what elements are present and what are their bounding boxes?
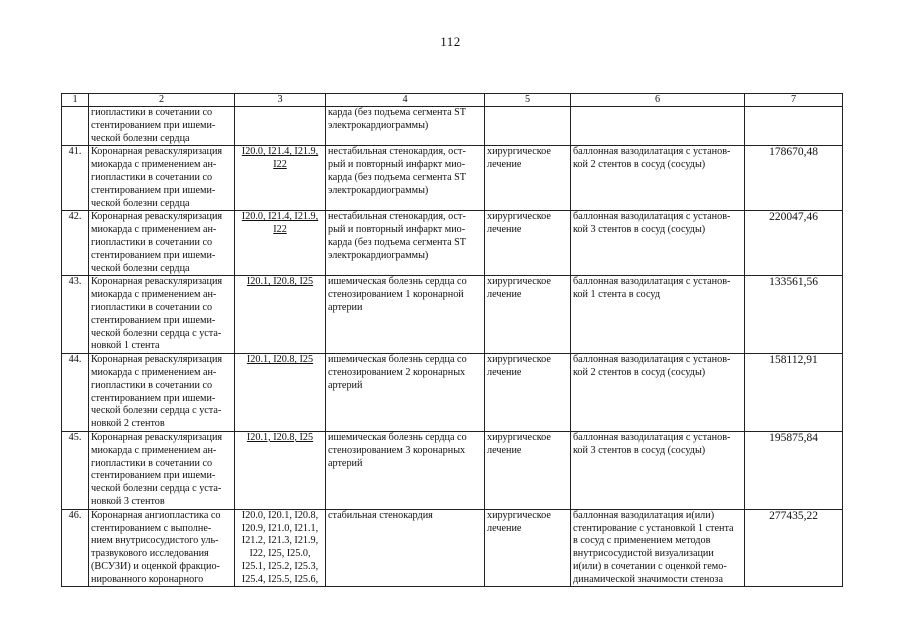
diagnosis-line: стабильная стенокардия (328, 509, 433, 521)
treatment-line: хирургическое (487, 211, 551, 223)
service-name-line: стентированием при ишеми- (91, 392, 216, 404)
method-line: и(или) в сочетании с оценкой гемо- (573, 560, 727, 572)
icd-codes-cell (235, 354, 326, 432)
diagnosis-cell (326, 146, 485, 211)
header-col-7: 7 (745, 94, 843, 107)
service-name-line: нием внутрисосудистого уль- (91, 535, 219, 547)
diagnosis-line: карда (без подъема сегмента ST (328, 236, 467, 248)
row-number-cell: 45. (62, 431, 89, 509)
service-name-line: миокарда с применением ан- (91, 366, 217, 378)
price-cell: 158112,91 (745, 354, 843, 432)
diagnosis-line: рый и повторный инфаркт мио- (328, 224, 466, 236)
service-name-cell (89, 211, 235, 276)
service-name-cell (89, 354, 235, 432)
method-line: баллонная вазодилатация с установ- (573, 146, 731, 158)
icd-code-line: I25.4, I25.5, I25.6, (241, 573, 319, 585)
diagnosis-line: артерий (328, 379, 363, 391)
method-line: баллонная вазодилатация и(или) (573, 509, 715, 521)
diagnosis-line: стенозированием 3 коронарных (328, 444, 466, 456)
method-line: баллонная вазодилатация с установ- (573, 276, 731, 288)
icd-codes-cell (235, 276, 326, 354)
header-col-2: 2 (89, 94, 235, 107)
icd-code-line: I20.0, I20.1, I20.8, (241, 509, 319, 521)
continuation-diagnosis-line: электрокардиограммы) (328, 119, 429, 131)
service-name-line: новкой 2 стентов (91, 418, 165, 430)
diagnosis-line: артерий (328, 457, 363, 469)
service-name-line: стентированием с выполне- (91, 522, 212, 534)
price-cell: 195875,84 (745, 431, 843, 509)
diagnosis-line: нестабильная стенокардия, ост- (328, 211, 466, 223)
service-name-cell (89, 509, 235, 587)
method-line: баллонная вазодилатация с установ- (573, 431, 731, 443)
treatment-type-cell (485, 211, 571, 276)
row-number-cell: 44. (62, 354, 89, 432)
treatment-line: лечение (487, 159, 522, 171)
price-cell: 133561,56 (745, 276, 843, 354)
diagnosis-line: карда (без подъема сегмента ST (328, 171, 467, 183)
table-row (62, 509, 843, 587)
method-line: кой 1 стента в сосуд (573, 289, 661, 301)
service-name-line: гиопластики в сочетании со (91, 171, 213, 183)
service-name-line: стентированием при ишеми- (91, 470, 216, 482)
service-name-cell (89, 276, 235, 354)
treatment-type-cell (485, 509, 571, 587)
services-table (61, 93, 843, 587)
row-number-cell: 43. (62, 276, 89, 354)
service-name-line: (ВСУЗИ) и оценкой фракцио- (91, 560, 220, 572)
icd-code-line[interactable]: I22 (273, 224, 287, 236)
header-col-6: 6 (571, 94, 745, 107)
diagnosis-line: ишемическая болезнь сердца со (328, 431, 467, 443)
method-line: динамической значимости стеноза (573, 573, 723, 585)
method-line: кой 2 стентов в сосуд (сосуды) (573, 159, 706, 171)
row-number-cell: 42. (62, 211, 89, 276)
continuation-method-cell (571, 107, 745, 146)
header-col-3: 3 (235, 94, 326, 107)
diagnosis-line: электрокардиограммы) (328, 184, 429, 196)
header-col-4: 4 (326, 94, 485, 107)
treatment-method-cell (571, 146, 745, 211)
icd-code-line[interactable]: I20.0, I21.4, I21.9, (241, 146, 319, 158)
service-name-cell (89, 431, 235, 509)
service-name-line: тразвукового исследования (91, 548, 209, 560)
service-name-line: Коронарная реваскуляризация (91, 354, 223, 366)
icd-code-line: I22, I25, I25.0, (249, 548, 311, 560)
service-name-line: Коронарная реваскуляризация (91, 211, 223, 223)
page-number: 112 (440, 34, 461, 49)
method-line: кой 3 стентов в сосуд (сосуды) (573, 224, 706, 236)
treatment-method-cell (571, 276, 745, 354)
price-cell: 277435,22 (745, 509, 843, 587)
treatment-type-cell (485, 276, 571, 354)
row-number-cell: 46. (62, 509, 89, 587)
treatment-line: хирургическое (487, 354, 551, 366)
service-name-line: ческой болезни сердца (91, 197, 190, 209)
method-line: внутрисосудистой визуализации (573, 548, 714, 560)
service-name-line: гиопластики в сочетании со (91, 236, 213, 248)
table-row (62, 276, 843, 354)
icd-code-line: I25.1, I25.2, I25.3, (241, 560, 319, 572)
diagnosis-line: ишемическая болезнь сердца со (328, 276, 467, 288)
table-row (62, 211, 843, 276)
icd-codes-cell (235, 146, 326, 211)
continuation-diagnosis-cell (326, 107, 485, 146)
service-name-line: Коронарная реваскуляризация (91, 146, 223, 158)
diagnosis-cell (326, 431, 485, 509)
service-name-line: Коронарная реваскуляризация (91, 276, 223, 288)
continuation-num-cell (62, 107, 89, 146)
treatment-line: лечение (487, 366, 522, 378)
treatment-line: хирургическое (487, 431, 551, 443)
service-name-line: стентированием при ишеми- (91, 184, 216, 196)
service-name-line: нированного коронарного (91, 573, 204, 585)
continuation-name-line: ческой болезни сердца (91, 132, 190, 144)
treatment-type-cell (485, 431, 571, 509)
icd-codes-cell (235, 509, 326, 587)
table-row (62, 146, 843, 211)
treatment-type-cell (485, 354, 571, 432)
service-name-line: Коронарная реваскуляризация (91, 431, 223, 443)
method-line: в сосуд с применением методов (573, 535, 711, 547)
header-col-1: 1 (62, 94, 89, 107)
row-number-cell: 41. (62, 146, 89, 211)
service-name-line: ческой болезни сердца (91, 262, 190, 274)
diagnosis-cell (326, 276, 485, 354)
diagnosis-cell (326, 211, 485, 276)
treatment-method-cell (571, 211, 745, 276)
header-col-5: 5 (485, 94, 571, 107)
diagnosis-line: ишемическая болезнь сердца со (328, 354, 467, 366)
service-name-line: ческой болезни сердца с уста- (91, 327, 222, 339)
service-name-line: миокарда с применением ан- (91, 289, 217, 301)
treatment-line: лечение (487, 289, 522, 301)
table-row (62, 354, 843, 432)
icd-code-line[interactable]: I20.1, I20.8, I25 (246, 354, 314, 366)
diagnosis-cell (326, 509, 485, 587)
method-line: кой 3 стентов в сосуд (сосуды) (573, 444, 706, 456)
diagnosis-line: стенозированием 1 коронарной (328, 289, 464, 301)
continuation-row (62, 107, 843, 146)
treatment-line: лечение (487, 444, 522, 456)
diagnosis-line: рый и повторный инфаркт мио- (328, 159, 466, 171)
continuation-diagnosis-line: карда (без подъема сегмента ST (328, 107, 467, 118)
service-name-line: миокарда с применением ан- (91, 224, 217, 236)
icd-code-line[interactable]: I20.1, I20.8, I25 (246, 276, 314, 288)
header-row (62, 94, 843, 107)
price-cell: 220047,46 (745, 211, 843, 276)
diagnosis-cell (326, 354, 485, 432)
continuation-name-line: гиопластики в сочетании со (91, 107, 213, 118)
service-name-line: гиопластики в сочетании со (91, 457, 213, 469)
service-name-line: стентированием при ишеми- (91, 249, 216, 261)
treatment-method-cell (571, 354, 745, 432)
service-name-line: гиопластики в сочетании со (91, 301, 213, 313)
treatment-method-cell (571, 431, 745, 509)
treatment-line: лечение (487, 224, 522, 236)
continuation-treatment-cell (485, 107, 571, 146)
treatment-line: лечение (487, 522, 522, 534)
treatment-method-cell (571, 509, 745, 587)
service-name-cell (89, 146, 235, 211)
service-name-line: миокарда с применением ан- (91, 444, 217, 456)
service-name-line: гиопластики в сочетании со (91, 379, 213, 391)
icd-code-line: I21.2, I21.3, I21.9, (241, 535, 319, 547)
service-name-line: новкой 3 стентов (91, 495, 165, 507)
treatment-line: хирургическое (487, 146, 551, 158)
method-line: кой 2 стентов в сосуд (сосуды) (573, 366, 706, 378)
diagnosis-line: стенозированием 2 коронарных (328, 366, 466, 378)
continuation-name-cell (89, 107, 235, 146)
method-line: стентирование с установкой 1 стента (573, 522, 734, 534)
icd-code-line[interactable]: I20.0, I21.4, I21.9, (241, 211, 319, 223)
treatment-type-cell (485, 146, 571, 211)
service-name-line: миокарда с применением ан- (91, 159, 217, 171)
icd-code-line[interactable]: I22 (273, 159, 287, 171)
diagnosis-line: артерии (328, 301, 363, 313)
continuation-codes-cell (235, 107, 326, 146)
icd-codes-cell (235, 211, 326, 276)
service-name-line: новкой 1 стента (91, 340, 160, 352)
price-cell: 178670,48 (745, 146, 843, 211)
service-name-line: стентированием при ишеми- (91, 314, 216, 326)
service-name-line: Коронарная ангиопластика со (91, 509, 221, 521)
service-name-line: ческой болезни сердца с уста- (91, 405, 222, 417)
method-line: баллонная вазодилатация с установ- (573, 211, 731, 223)
diagnosis-line: электрокардиограммы) (328, 249, 429, 261)
treatment-line: хирургическое (487, 276, 551, 288)
icd-code-line[interactable]: I20.1, I20.8, I25 (246, 431, 314, 443)
icd-code-line: I20.9, I21.0, I21.1, (241, 522, 319, 534)
icd-codes-cell (235, 431, 326, 509)
service-name-line: ческой болезни сердца с уста- (91, 483, 222, 495)
continuation-name-line: стентированием при ишеми- (91, 119, 216, 131)
diagnosis-line: нестабильная стенокардия, ост- (328, 146, 466, 158)
continuation-price-cell (745, 107, 843, 146)
method-line: баллонная вазодилатация с установ- (573, 354, 731, 366)
table-row (62, 431, 843, 509)
treatment-line: хирургическое (487, 509, 551, 521)
